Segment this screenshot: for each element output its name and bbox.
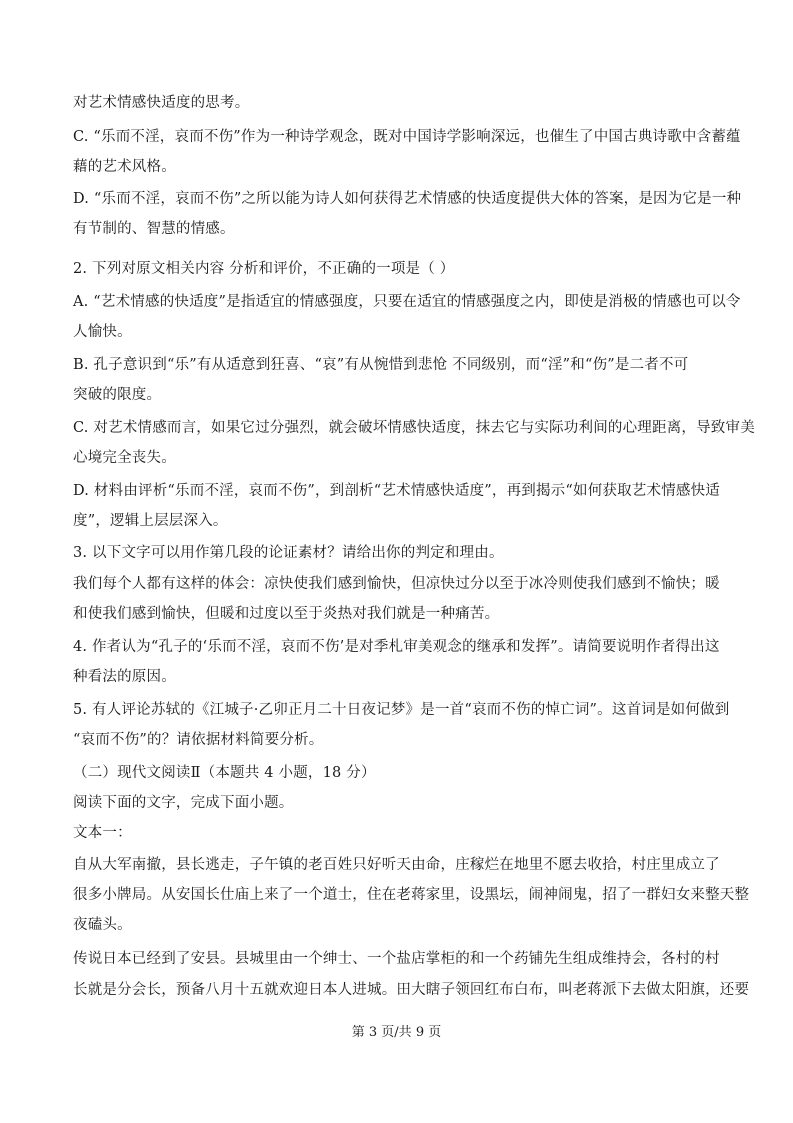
section-heading: （二）现代文阅读Ⅱ（本题共 4 小题，18 分） [73, 765, 376, 781]
question-2: 2. 下列对原文相关内容 分析和评价，不正确的一项是（ ） [73, 261, 455, 277]
text-line: 种看法的原因。 [73, 669, 176, 685]
passage-text: 传说日本已经到了安县。县城里由一个绅士、一个盐店掌柜的和一个药铺先生组成维持会，各村的村 [73, 951, 720, 967]
text-line: 对艺术情感快适度的思考。 [73, 95, 250, 111]
quoted-passage: 我们每个人都有这样的体会：凉快使我们感到愉快，但凉快过分以至于冰冷则使我们感到不愉快；暖 [73, 576, 720, 592]
question-4: 4. 作者认为“孔子的‘乐而不淫，哀而不伤’是对季札审美观念的继承和发挥”。请简要说明作者得出这 [73, 639, 720, 655]
question-3: 3. 以下文字可以用作第几段的论证素材？请给出你的判定和理由。 [73, 545, 504, 561]
question-5: 5. 有人评论苏轼的《江城子·乙卯正月二十日夜记梦》是一首“哀而不伤的悼亡词”。这首词是如何做到 [73, 702, 730, 718]
option-b-text: B. 孔子意识到“乐”有从适意到狂喜、“哀”有从惋惜到悲怆 不同级别，而“淫”和“伤”是二者不可 [73, 357, 689, 373]
text-line: 藉的艺术风格。 [73, 159, 176, 175]
text-line: 和使我们感到愉快，但暖和过度以至于炎热对我们就是一种痛苦。 [73, 606, 500, 622]
text-line: 度”，逻辑上层层深入。 [73, 513, 228, 529]
option-a-text: A. “艺术情感的快适度”是指适宜的情感强度，只要在适宜的情感强度之内，即使是消极的情感也可以令 [73, 294, 741, 310]
option-d-text: D. “乐而不淫，哀而不伤”之所以能为诗人如何获得艺术情感的快适度提供大体的答案，是因为它是一种 [73, 191, 742, 207]
text-line: 人愉快。 [73, 324, 132, 340]
passage-text: 自从大军南撤，县长逃走，子午镇的老百姓只好听天由命，庄稼烂在地里不愿去收拾，村庄里成立了 [73, 857, 720, 873]
instruction: 阅读下面的文字，完成下面小题。 [73, 795, 294, 811]
page-number: 第 3 页/共 9 页 [351, 1025, 442, 1040]
option-c-text: C. 对艺术情感而言，如果它过分强烈，就会破坏情感快适度，抹去它与实际功利间的心理距离，导致审美 [73, 420, 755, 436]
option-d-text: D. 材料由评析“乐而不淫，哀而不伤”，到剖析“艺术情感快适度”，再到揭示“如何获取艺术情感快适 [73, 483, 720, 499]
text-line: 突破的限度。 [73, 387, 162, 403]
passage-text: 长就是分会长，预备八月十五就欢迎日本人进城。田大瞎子领回红布白布，叫老蒋派下去做太阳旗，还要 [73, 982, 750, 998]
text-line: 有节制的、智慧的情感。 [73, 221, 235, 237]
passage-text: 夜磕头。 [73, 917, 132, 933]
text-line: “哀而不伤”的？请依据材料简要分析。 [73, 732, 324, 748]
passage-text: 很多小牌局。从安国长仕庙上来了一个道士，住在老蒋家里，设黑坛，闹神闹鬼，招了一群妇女来整天整 [73, 887, 750, 903]
text-label: 文本一： [73, 825, 132, 841]
text-line: 心境完全丧失。 [73, 450, 176, 466]
option-c-text: C. “乐而不淫，哀而不伤”作为一种诗学观念，既对中国诗学影响深远，也催生了中国古典诗歌中含蓄蕴 [73, 129, 741, 145]
